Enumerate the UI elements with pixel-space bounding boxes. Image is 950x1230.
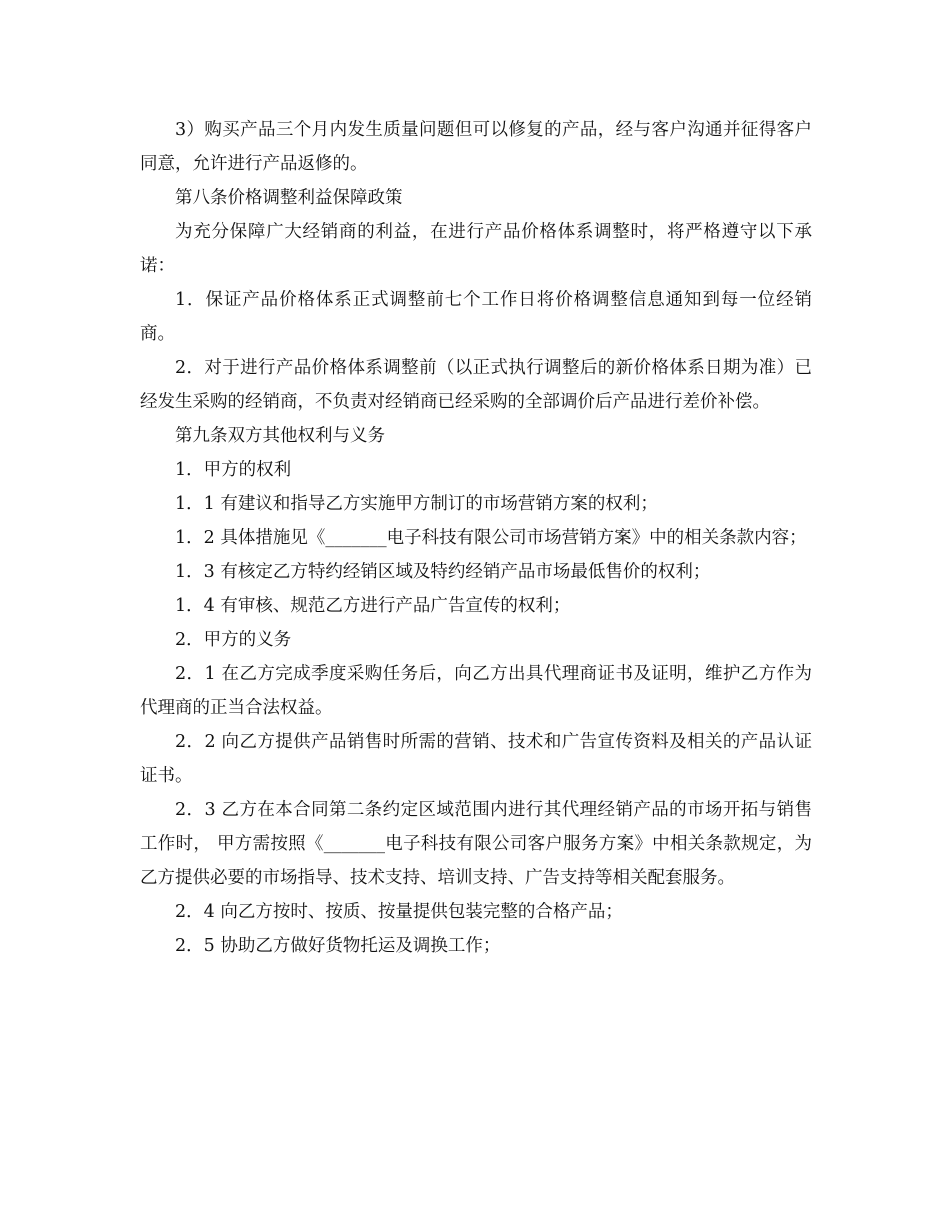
article-8-heading: 第八条价格调整利益保障政策	[175, 188, 403, 208]
party-a-duties-heading: 2．甲方的义务	[175, 630, 292, 650]
party-a-right-1-3: 1．3 有核定乙方特约经销区域及特约经销产品市场最低售价的权利；	[175, 562, 711, 582]
party-a-duty-2-4: 2．4 向乙方按时、按质、按量提供包装完整的合格产品；	[175, 902, 623, 922]
party-a-duty-2-2: 2．2 向乙方提供产品销售时所需的营销、技术和广告宣传资料及相关的产品认证证书。	[140, 732, 812, 786]
party-a-right-1-1: 1．1 有建议和指导乙方实施甲方制订的市场营销方案的权利；	[175, 494, 658, 514]
contract-body	[140, 113, 812, 963]
clause-return-repair: 3）购买产品三个月内发生质量问题但可以修复的产品，经与客户沟通并征得客户同意，允许进行产品返修的。	[140, 120, 812, 174]
article-9-heading: 第九条双方其他权利与义务	[175, 426, 385, 446]
party-a-rights-heading: 1．甲方的权利	[175, 460, 292, 480]
party-a-duty-2-3: 2．3 乙方在本合同第二条约定区域范围内进行其代理经销产品的市场开拓与销售工作时， 甲方需按照《_______电子科技有限公司客户服务方案》中相关条款规定，为乙方提供必要的市场指导、技术支持、培训支持、广告支持等相关配套服务。	[140, 800, 812, 888]
article-8-item-2: 2．对于进行产品价格体系调整前（以正式执行调整后的新价格体系日期为准）已经发生采购的经销商，不负责对经销商已经采购的全部调价后产品进行差价补偿。	[140, 358, 812, 412]
article-8-intro: 为充分保障广大经销商的利益，在进行产品价格体系调整时，将严格遵守以下承诺：	[140, 222, 812, 276]
article-8-item-1: 1．保证产品价格体系正式调整前七个工作日将价格调整信息通知到每一位经销商。	[140, 290, 812, 344]
party-a-right-1-4: 1．4 有审核、规范乙方进行产品广告宣传的权利；	[175, 596, 571, 616]
party-a-duty-2-1: 2．1 在乙方完成季度采购任务后，向乙方出具代理商证书及证明，维护乙方作为代理商的正当合法权益。	[140, 664, 812, 718]
party-a-duty-2-5: 2．5 协助乙方做好货物托运及调换工作；	[175, 936, 501, 956]
party-a-right-1-2: 1．2 具体措施见《_______电子科技有限公司市场营销方案》中的相关条款内容；	[175, 528, 807, 548]
